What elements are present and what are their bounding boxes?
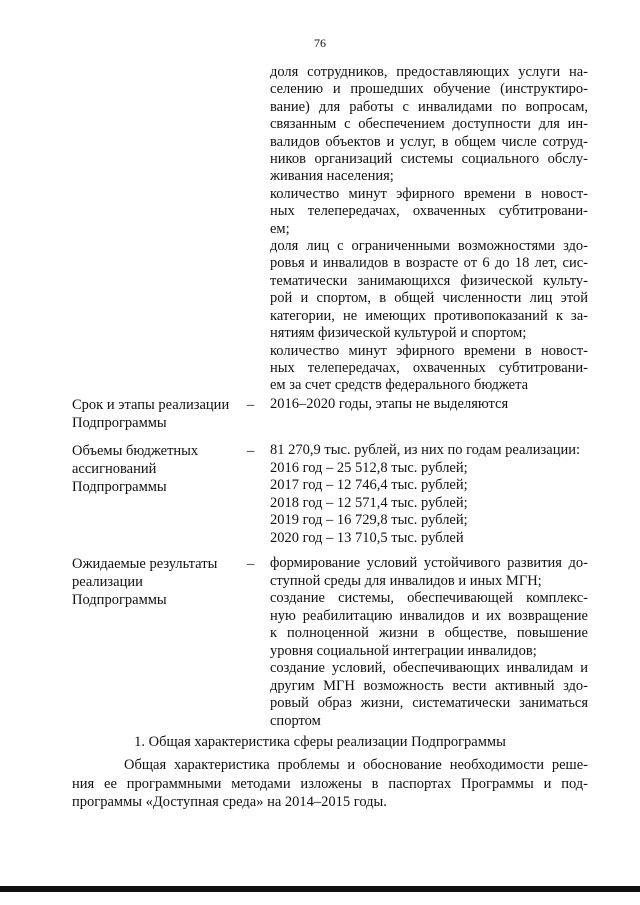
text-line: Общая характеристика проблемы и обоснование необходимости реше- xyxy=(124,757,588,773)
budget-label: Объемы бюджетных ассигнований Подпрограммы xyxy=(72,443,199,495)
text-line: 2016 год – 25 512,8 тыс. рублей; xyxy=(270,459,468,476)
text-line: нятиям физической культурой и спортом; xyxy=(270,325,527,342)
text-line: 2020 год – 13 710,5 тыс. рублей xyxy=(270,529,464,546)
budget-value xyxy=(270,442,588,547)
row-dash: – xyxy=(247,556,255,572)
section-title: 1. Общая характеристика сферы реализации Подпрограммы xyxy=(134,734,506,750)
text-line: 2018 год – 12 571,4 тыс. рублей; xyxy=(270,494,468,511)
body-paragraph xyxy=(72,756,588,812)
text-line: рой и спортом, в общей численности лиц этой xyxy=(270,290,588,307)
text-line: вание) для работы с инвалидами по вопросам, xyxy=(270,98,588,115)
results-value xyxy=(270,555,588,730)
bottom-rule xyxy=(0,886,640,892)
text-line: доля лиц с ограниченными возможностями здо- xyxy=(270,238,588,255)
results-label: Ожидаемые результаты реализации Подпрограммы xyxy=(72,556,218,608)
row-dash: – xyxy=(247,443,255,459)
text-line: ступной среды для инвалидов и иных МГН; xyxy=(270,572,542,589)
text-line: количество минут эфирного времени в новост- xyxy=(270,185,588,202)
text-line: создание условий, обеспечивающих инвалидам и xyxy=(270,660,588,676)
page-number: 76 xyxy=(314,36,326,50)
term-label: Срок и этапы реализации Подпрограммы xyxy=(72,397,230,431)
text-line: связанным с обеспечением доступности для ин- xyxy=(270,116,588,133)
text-line: к полноценной жизни в обществе, повышение xyxy=(270,625,588,641)
text-line: формирование условий устойчивого развития до- xyxy=(270,555,588,571)
text-line: ем; xyxy=(270,220,290,237)
text-line: категории, не имеющих противопоказаний к за- xyxy=(270,307,588,324)
text-line: ных телепередачах, охваченных субтитровани- xyxy=(270,359,588,376)
text-line: 2019 год – 16 729,8 тыс. рублей; xyxy=(270,512,468,528)
text-line: ников организаций системы социального обслу- xyxy=(270,151,588,168)
text-line: другим МГН возможность вести активный здо- xyxy=(270,677,588,694)
text-line: селению и прошедших обучение (инструктиро- xyxy=(270,81,588,98)
text-line: ных телепередачах, охваченных субтитровани- xyxy=(270,203,588,220)
indicators-continuation xyxy=(270,64,588,395)
text-line: создание системы, обеспечивающей комплекс- xyxy=(270,590,588,606)
text-line: 2016–2020 годы, этапы не выделяются xyxy=(270,396,509,412)
text-line: 2017 год – 12 746,4 тыс. рублей; xyxy=(270,477,468,493)
text-line: ровый образ жизни, систематически заниматься xyxy=(270,695,588,711)
text-line: количество минут эфирного времени в новост- xyxy=(270,342,588,359)
text-line: 81 270,9 тыс. рублей, из них по годам реализации: xyxy=(270,442,581,458)
text-line: тематически занимающихся физической культу- xyxy=(270,272,588,289)
row-dash: – xyxy=(247,397,255,413)
term-value xyxy=(270,396,588,414)
text-line: программы «Доступная среда» на 2014–2015 годы. xyxy=(72,794,387,810)
text-line: ровья и инвалидов в возрасте от 6 до 18 лет, сис- xyxy=(270,255,588,272)
text-line: ем за счет средств федерального бюджета xyxy=(270,377,529,394)
text-line: доля сотрудников, предоставляющих услуги на- xyxy=(270,64,588,80)
text-line: спортом xyxy=(270,712,321,729)
text-line: уровня социальной интеграции инвалидов; xyxy=(270,642,537,659)
text-line: валидов объектов и услуг, в общем числе сотруд- xyxy=(270,133,588,150)
text-line: живания населения; xyxy=(270,168,394,185)
text-line: ную реабилитацию инвалидов и их возвращение xyxy=(270,607,588,624)
text-line: ния ее программными методами изложены в паспортах Программы и под- xyxy=(72,775,588,792)
